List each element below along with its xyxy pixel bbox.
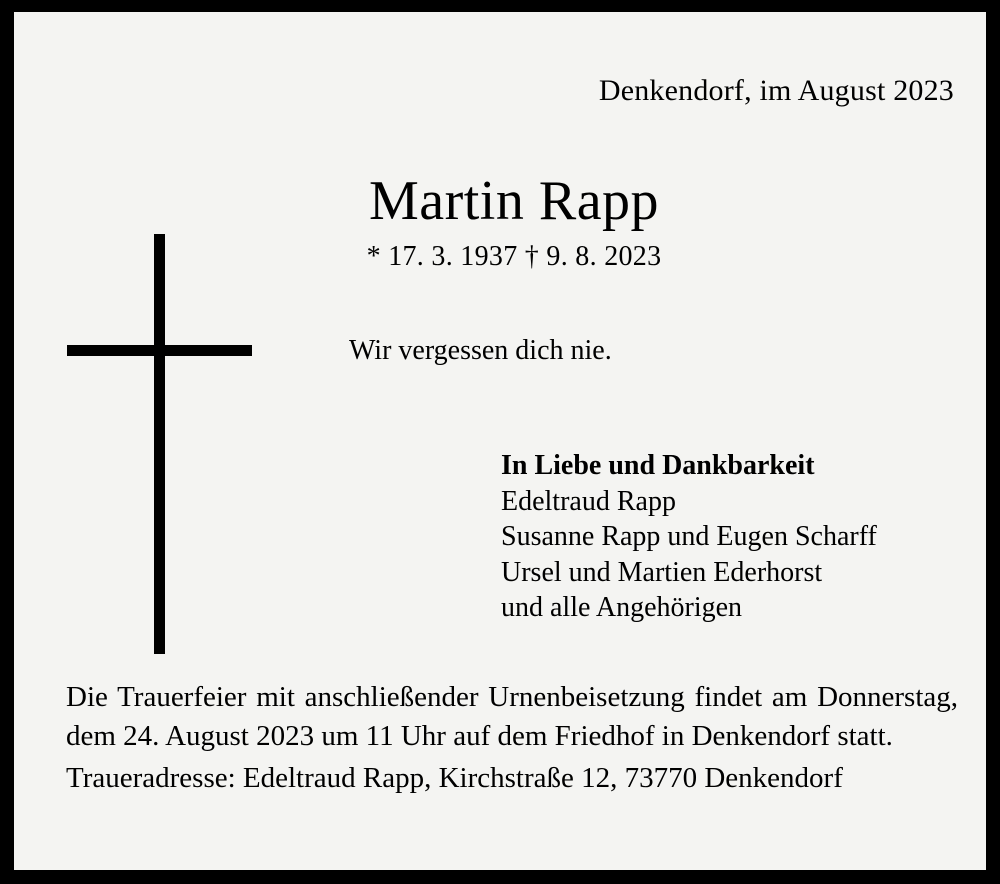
cross-vertical-bar (154, 234, 165, 654)
deceased-block (294, 172, 984, 367)
family-member: Edeltraud Rapp (501, 485, 676, 517)
condolence-address: Traueradresse: Edeltraud Rapp, Kirchstraße 12, 73770 Denkendorf (66, 762, 843, 795)
deceased-name: Martin Rapp (368, 170, 660, 232)
christian-cross-icon (59, 234, 259, 654)
service-details (66, 678, 958, 798)
funeral-service-text: Die Trauerfeier mit anschließender Urnenbeisetzung findet am Donnerstag, dem 24. August 2023 um 11 Uhr auf dem Friedhof in Denkendorf statt. (66, 681, 958, 752)
cross-horizontal-bar (67, 345, 252, 356)
family-block (501, 448, 981, 626)
obituary-card (14, 12, 986, 870)
family-heading: In Liebe und Dankbarkeit (501, 450, 815, 481)
memorial-motto: Wir vergessen dich nie. (349, 334, 612, 366)
family-member: und alle Angehörigen (501, 592, 743, 624)
family-member: Susanne Rapp und Eugen Scharff (501, 521, 877, 553)
family-member: Ursel und Martien Ederhorst (501, 556, 823, 588)
birth-death-dates: * 17. 3. 1937 † 9. 8. 2023 (366, 240, 662, 272)
place-and-date: Denkendorf, im August 2023 (598, 74, 954, 107)
